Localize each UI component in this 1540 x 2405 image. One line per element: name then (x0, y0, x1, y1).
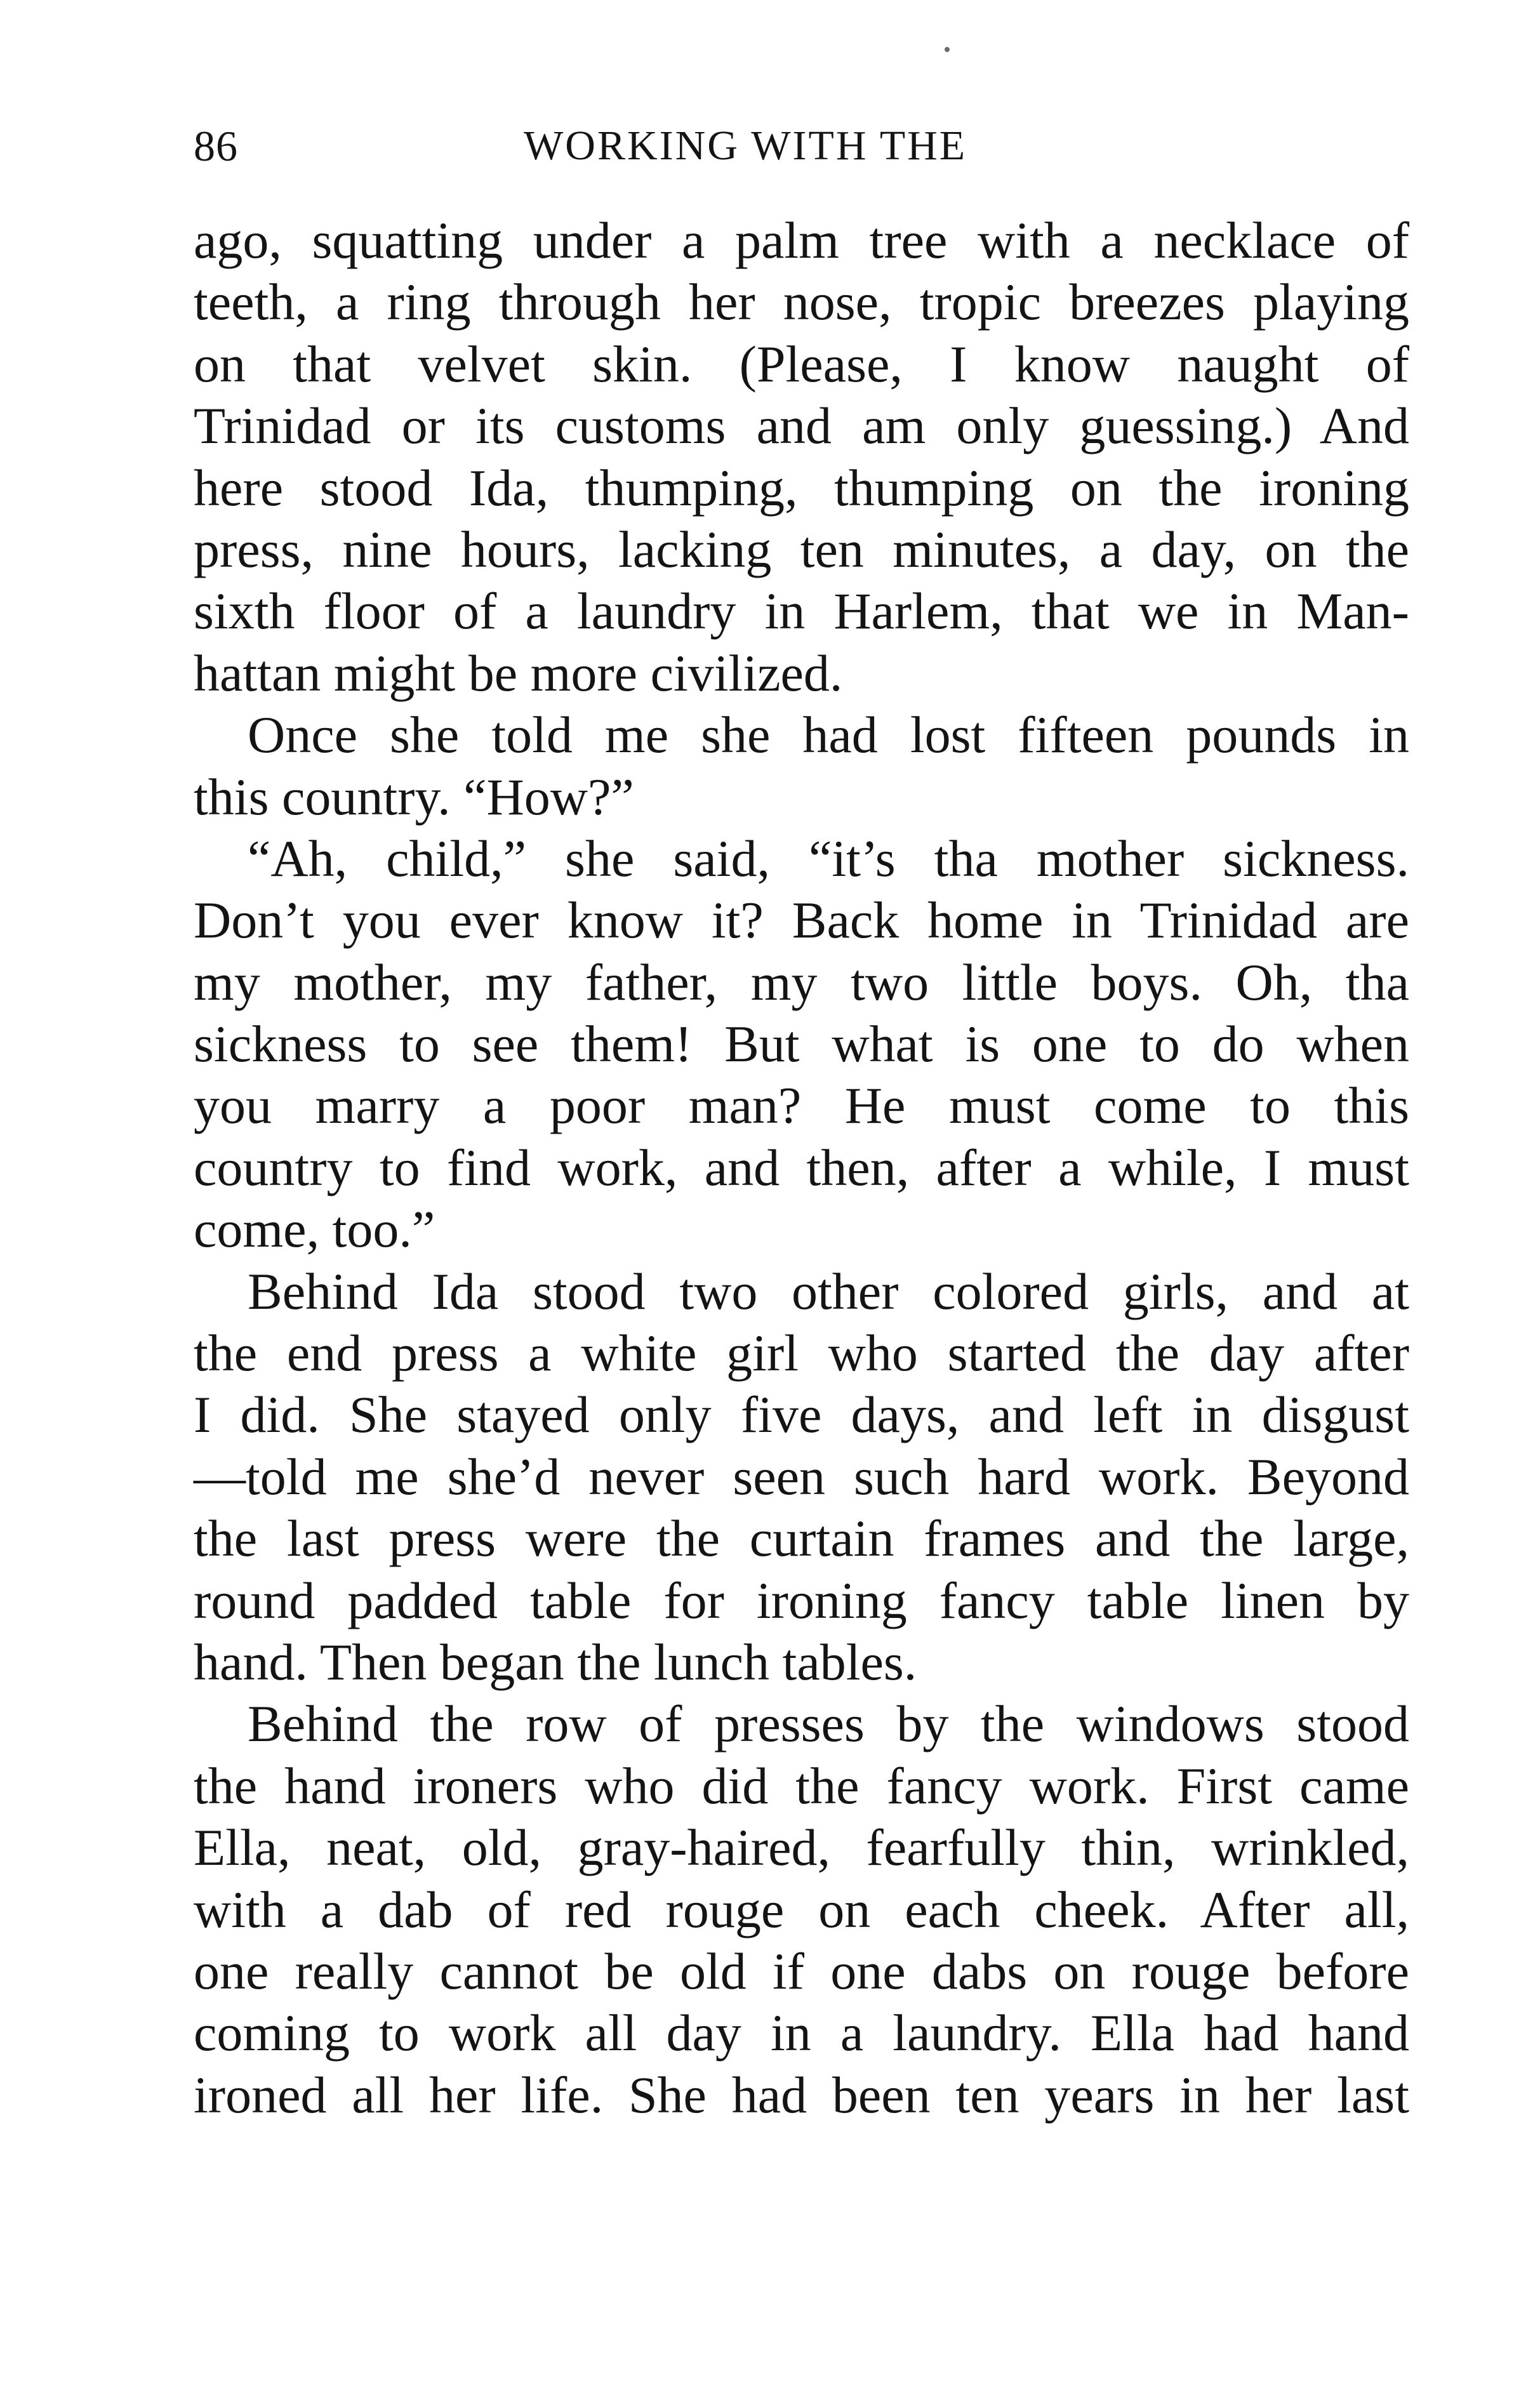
text-line: teeth, a ring through her nose, tropic breezes playing (194, 273, 1409, 331)
text-line: Trinidad or its customs and am only guessing.) And (194, 397, 1409, 455)
text-line: round padded table for ironing fancy table linen by (194, 1571, 1409, 1629)
text-line: the last press were the curtain frames and the large, (194, 1509, 1409, 1568)
text-line: Behind Ida stood two other colored girls, and at (248, 1262, 1409, 1320)
text-line: sickness to see them! But what is one to do when (194, 1015, 1409, 1073)
text-line: Ella, neat, old, gray-haired, fearfully thin, wrinkled, (194, 1819, 1409, 1877)
text-line: I did. She stayed only five days, and left in disgust (194, 1386, 1409, 1444)
text-line: Don’t you ever know it? Back home in Trinidad are (194, 891, 1409, 950)
text-line: the end press a white girl who started the day after (194, 1324, 1409, 1382)
running-head: WORKING WITH THE (524, 123, 967, 169)
text-line: coming to work all day in a laundry. Ella had hand (194, 2004, 1409, 2062)
text-line: you marry a poor man? He must come to this (194, 1077, 1409, 1135)
text-line: here stood Ida, thumping, thumping on the ironing (194, 458, 1409, 517)
text-line: come, too.” (194, 1200, 435, 1259)
page-number: 86 (194, 122, 238, 170)
print-speck (945, 47, 950, 52)
text-line: —told me she’d never seen such hard work. Beyond (194, 1447, 1409, 1506)
text-line: sixth floor of a laundry in Harlem, that we in Man- (194, 582, 1409, 640)
text-line: ago, squatting under a palm tree with a necklace of (194, 211, 1409, 269)
text-line: hattan might be more civilized. (194, 644, 843, 702)
text-line: with a dab of red rouge on each cheek. After all, (194, 1880, 1409, 1938)
text-line: my mother, my father, my two little boys. Oh, tha (194, 953, 1409, 1011)
text-line: ironed all her life. She had been ten years in her last (194, 2065, 1409, 2124)
body-text (194, 209, 1409, 2126)
text-line: Once she told me she had lost fifteen pounds in (248, 706, 1409, 764)
text-line: this country. “How?” (194, 767, 634, 826)
text-line: on that velvet skin. (Please, I know naught of (194, 335, 1409, 393)
text-line: press, nine hours, lacking ten minutes, a day, on the (194, 520, 1409, 578)
text-line: Behind the row of presses by the windows stood (248, 1695, 1409, 1753)
text-line: the hand ironers who did the fancy work. First came (194, 1756, 1409, 1815)
text-line: hand. Then began the lunch tables. (194, 1633, 917, 1691)
page-header (194, 114, 1409, 178)
text-line: “Ah, child,” she said, “it’s tha mother sickness. (248, 829, 1409, 887)
text-line: one really cannot be old if one dabs on rouge before (194, 1942, 1409, 2000)
text-line: country to find work, and then, after a while, I must (194, 1138, 1409, 1196)
